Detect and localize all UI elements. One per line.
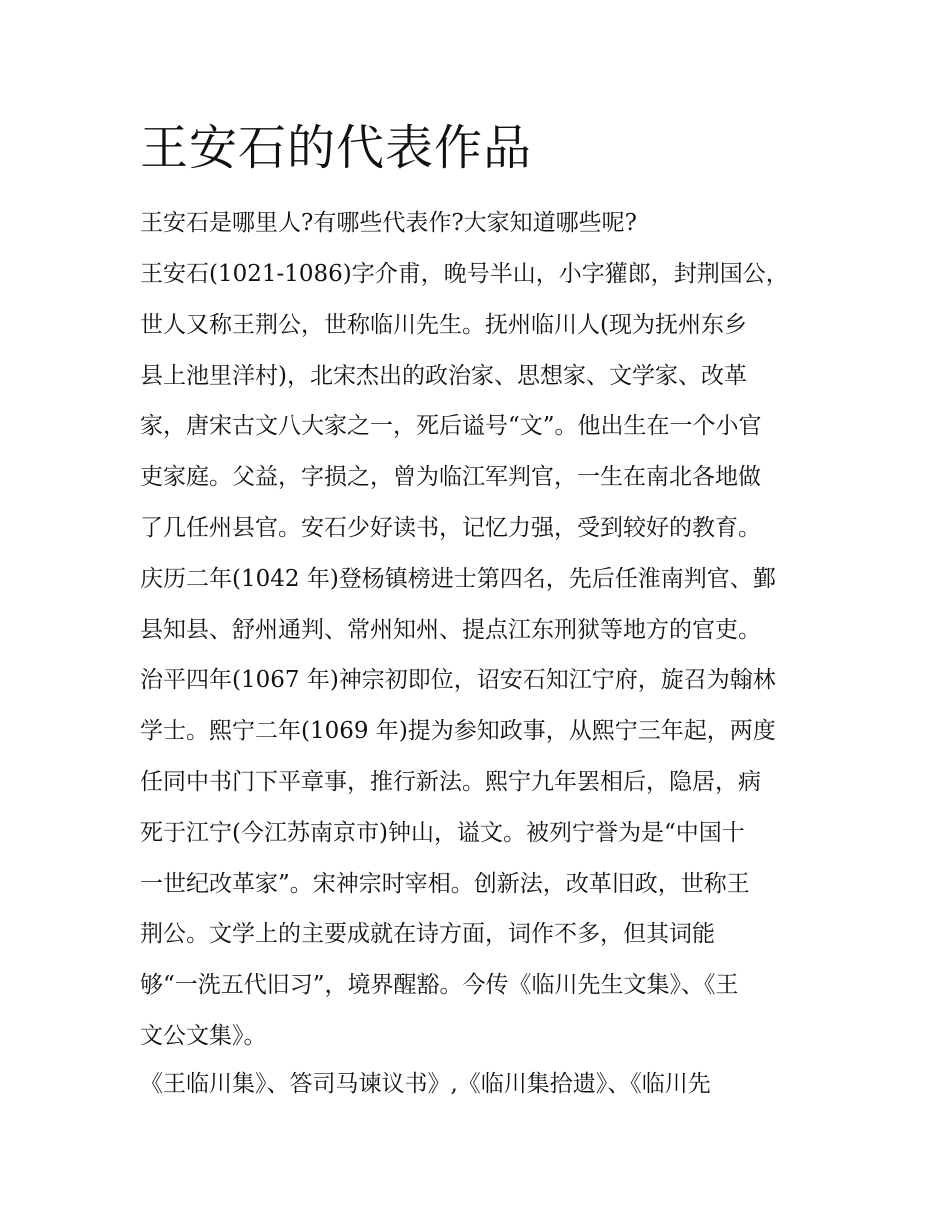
page-title: 王安石的代表作品 <box>140 120 533 176</box>
text-line: 家，唐宋古文八大家之一，死后谥号“文”。他出生在一个小官 <box>140 413 762 440</box>
text-line: 文公文集》。 <box>140 1022 267 1049</box>
text-line: 吏家庭。父益，字损之，曾为临江军判官，一生在南北各地做 <box>140 464 761 491</box>
text-line: 王安石(1021-1086)字介甫，晚号半山，小字獾郎，封荆国公， <box>140 261 789 287</box>
text-line: 死于江宁(今江苏南京市)钟山，谥文。被列宁誉为是“中国十 <box>140 819 745 846</box>
subtitle-question: 王安石是哪里人?有哪些代表作?大家知道哪些呢? <box>140 210 637 236</box>
text-line: 县知县、舒州通判、常州知州、提点江东刑狱等地方的官吏。 <box>140 616 761 643</box>
text-line: 县上池里洋村)，北宋杰出的政治家、思想家、文学家、改革 <box>140 362 747 389</box>
text-line: 学士。熙宁二年(1069 年)提为参知政事，从熙宁三年起，两度 <box>140 718 776 745</box>
biography-paragraph <box>140 256 820 1069</box>
text-line: 庆历二年(1042 年)登杨镇榜进士第四名，先后任淮南判官、鄞 <box>140 565 776 592</box>
text-line: 了几任州县官。安石少好读书，记忆力强，受到较好的教育。 <box>140 514 761 541</box>
works-list-line: 《王临川集》、答司马谏议书》,《临川集拾遗》、《临川先 <box>140 1071 711 1097</box>
text-line: 治平四年(1067 年)神宗初即位，诏安石知江宁府，旋召为翰林 <box>140 667 776 694</box>
text-line: 世人又称王荆公，世称临川先生。抚州临川人(现为抚州东乡 <box>140 311 747 338</box>
text-line: 任同中书门下平章事，推行新法。熙宁九年罢相后，隐居，病 <box>140 768 761 795</box>
text-line: 一世纪改革家”。宋神宗时宰相。创新法，改革旧政，世称王 <box>140 870 750 897</box>
text-line: 够“一洗五代旧习”，境界醒豁。今传《临川先生文集》、《王 <box>140 972 739 999</box>
text-line: 荆公。文学上的主要成就在诗方面，词作不多，但其词能 <box>140 921 715 948</box>
